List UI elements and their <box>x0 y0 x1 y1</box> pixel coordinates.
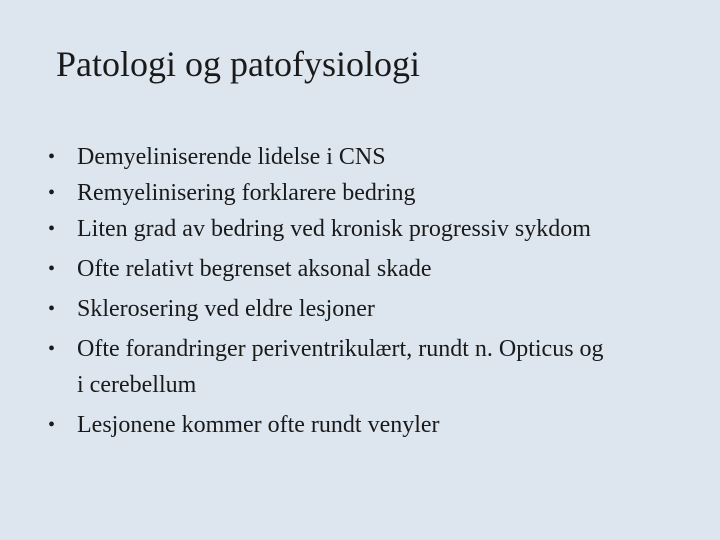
list-item <box>48 331 608 403</box>
bullet-text: Ofte forandringer periventrikulært, rundt n. Opticus og i cerebellum <box>77 336 604 398</box>
list-item <box>48 251 608 287</box>
bullet-text: Ofte relativt begrenset aksonal skade <box>77 256 432 282</box>
bullet-icon: • <box>48 298 56 320</box>
slide-title: Patologi og patofysiologi <box>56 44 420 84</box>
list-item <box>48 175 608 211</box>
bullet-text: Sklerosering ved eldre lesjoner <box>77 296 375 322</box>
bullet-text: Remyelinisering forklarere bedring <box>77 180 416 206</box>
bullet-list <box>48 139 608 443</box>
bullet-icon: • <box>48 258 56 280</box>
list-item <box>48 211 608 247</box>
list-item <box>48 139 608 175</box>
bullet-icon: • <box>48 182 56 204</box>
bullet-text: Liten grad av bedring ved kronisk progressiv sykdom <box>77 216 591 242</box>
bullet-text: Lesjonene kommer ofte rundt venyler <box>77 412 440 438</box>
bullet-icon: • <box>48 218 56 240</box>
bullet-text: Demyeliniserende lidelse i CNS <box>77 144 386 170</box>
bullet-icon: • <box>48 414 56 436</box>
list-item <box>48 291 608 327</box>
list-item <box>48 407 608 443</box>
bullet-icon: • <box>48 338 56 360</box>
bullet-icon: • <box>48 146 56 168</box>
